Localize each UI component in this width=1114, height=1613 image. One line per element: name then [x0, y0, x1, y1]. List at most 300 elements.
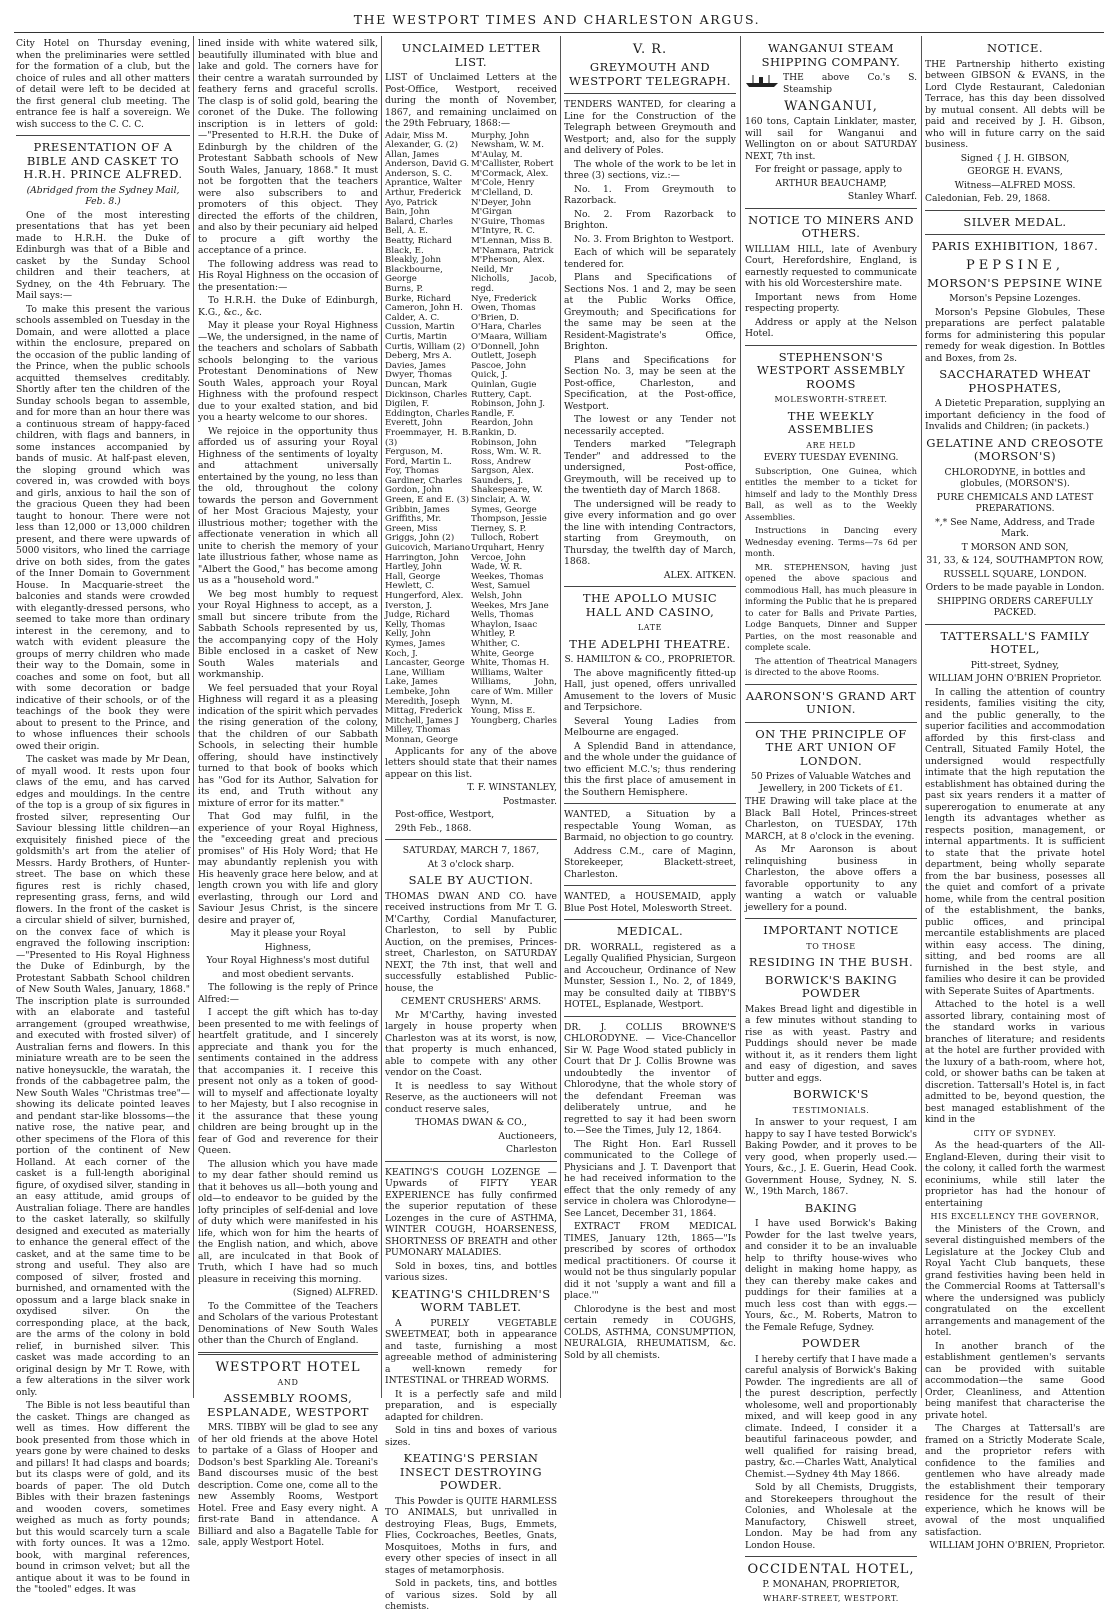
unclaimed-name: M'Callister, Robert	[471, 159, 554, 170]
unclaimed-name: Shakespeare, W.	[471, 485, 543, 496]
unclaimed-name: Allan, James	[385, 149, 440, 160]
unclaimed-name: Gordon, John	[385, 485, 443, 496]
unclaimed-name: Curtis, Martin	[385, 331, 448, 342]
unclaimed-name: Tulloch, Robert	[471, 533, 539, 544]
unclaimed-name: Deberg, Mrs A.	[385, 351, 452, 362]
column-divider	[740, 36, 741, 1398]
testimonial: I hereby certify that I have made a careful analysis of Borwick's Baking Powder. The ingredients are all of the purest description, perfectly wholesome, well and proportionably mixed, and will keep good in any climate. Indeed, I consider it a beautiful farinaceous powder, and well qualified for raising bread, pastry, &c.—Charles Watt, Analytical Chemist.—Sydney 4th May 1866.	[745, 1353, 917, 1480]
residing-title: RESIDING IN THE BUSH.	[748, 955, 914, 969]
article-paragraph: The following address was read to His Royal Highness on the occasion of the presentation:—	[198, 258, 378, 293]
unclaimed-name: Sinclair, A. W.	[471, 495, 531, 506]
keating-sold: Sold in boxes, tins, and bottles various sizes.	[385, 1260, 557, 1283]
principle-title: ON THE PRINCIPLE OF THE ART UNION OF LONDON.	[755, 726, 907, 768]
article-paragraph: That God may fulfil, in the experience of your Royal Highness, the "exceeding great and precious promises" of His Holy Word; that He may abundantly replenish you with His heavenly grace here below, and at length crown you with life and glory everlasting, through our Lord and Saviour Jesus Christ, is the sincere desire and prayer of,	[198, 811, 378, 926]
unclaimed-name: M'Pherson, Alex.	[471, 255, 545, 266]
unclaimed-name: Gardiner, Charles	[385, 475, 463, 486]
unclaimed-name: Cussion, Martin	[385, 322, 455, 333]
unclaimed-name: Saunders, J.	[471, 475, 524, 486]
unclaimed-name: Green, E and E. (3)	[385, 495, 469, 506]
reply-paragraph: I accept the gift which has to-day been presented to me with feelings of heartfelt gratitude, and I sincerely appreciate and thank you for the sentiments contained in the address that accompanies it. I receive this present not only as a token of good-will to myself and affectionate loyalty to her Majesty, but I also recognise in it the assurance that these young children are being brought up in the fear of God and reverence for their Queen.	[198, 1007, 378, 1156]
unclaimed-name: Young, Miss E.	[471, 706, 536, 717]
unclaimed-name: Weekes, Thomas	[471, 571, 544, 582]
unclaimed-name: Mitchell, James J	[385, 715, 459, 726]
collis-ad: DR. J. COLLIS BROWNE'S CHLORODYNE. — Vice-Chancellor Sir W. Page Wood stated publicly in Court that Dr J. Collis Browne was undoubtedly the inventor of Chlorodyne, that the whole story of the defendant Freeman was deliberately untrue, and he regretted to say it had been sworn to.—See the Times, July 12, 1864.	[564, 1021, 736, 1136]
vr-heading: V. R.	[632, 42, 668, 57]
borwicks-heading: BORWICK'S	[793, 1087, 869, 1101]
unclaimed-name: Alexander, G. (2)	[385, 140, 458, 151]
pepsine-title: PEPSINE,	[965, 257, 1065, 273]
unclaimed-name: Murphy, John	[471, 130, 530, 141]
westport-and: AND	[277, 1377, 299, 1387]
unclaimed-name: Griggs, John (2)	[385, 533, 455, 544]
unclaimed-name: Curtis, William (2)	[385, 341, 466, 352]
tenders-body: Plans and Specifications of Sections Nos. 1 and 2, may be seen at the Public Works Office, Greymouth; and Specifications for the same may be seen at the Resident-Magistrate's Office, Brighton.	[564, 272, 736, 352]
signed-gibson: Signed { J. H. GIBSON,	[960, 152, 1070, 164]
unclaimed-name: Kymes, James	[385, 638, 446, 649]
news-line: Important news from Home respecting property.	[745, 291, 917, 314]
saccharated-title: SACCHARATED WHEAT PHOSPHATES,	[939, 367, 1091, 395]
keating-cough-ad: KEATING'S COUGH LOZENGE —Upwards of FIFTY YEAR EXPERIENCE has fully confirmed the superior reputation of these Lozenges in the cure of ASTHMA, WINTER COUGH, HOARSENESS, SHORTNESS OF BREATH and other PUMONARY MALADIES.	[385, 1166, 557, 1258]
unclaimed-name: M'Intyre, R. C.	[471, 226, 535, 237]
worm-tablet-title: KEATING'S CHILDREN'S WORM TABLET.	[391, 1286, 551, 1314]
silver-medal: SILVER MEDAL.	[963, 214, 1067, 229]
unclaimed-name: Ross, Andrew	[471, 456, 531, 467]
unclaimed-name: Blackbourne, George	[385, 264, 443, 285]
unclaimed-name: Quinlan, Gugie	[471, 379, 537, 390]
instructions: Instructions in Dancing every Wednesday evening. Terms—7s 6d per month.	[745, 525, 917, 558]
divider	[745, 1556, 917, 1557]
unclaimed-name: Rankin, D.	[471, 427, 517, 438]
stephenson-title: STEPHENSON'S WESTPORT ASSEMBLY ROOMS	[756, 349, 906, 391]
divider	[564, 1016, 736, 1017]
firm-title: Auctioneers,	[498, 1130, 557, 1142]
postmaster-name: T. F. WINSTANLEY,	[467, 782, 557, 793]
steamship-icon	[745, 74, 779, 88]
are-held: ARE HELD	[806, 440, 856, 450]
aaronson-body: As Mr Aaronson is about relinquishing business in Charleston, the above offers a favorable opportunity to any wanting a watch or valuable jewellery for a pound.	[745, 844, 917, 913]
tattersall-body: Attached to the hotel is a well assorted library, containing most of the standard works in various branches of literature; and residents at the hotel are further provided with the luxury of a bath-room, where hot, cold, or shower baths can be taken at discretion. Tattersall's Hotel is, in fact admitted to be, beyond question, the best managed establishment of the kind in the	[925, 999, 1105, 1125]
to-those: TO THOSE	[806, 941, 856, 951]
apollo-proprietor: S. HAMILTON & CO., PROPRIETOR.	[564, 654, 736, 665]
masthead-rule	[14, 32, 1104, 33]
article-paragraph: We beg most humbly to request your Royal Highness to accept, as a small but sincere tribute from the Sabbath Schools represented by us, the accompanying copy of the Holy Bible enclosed in a casket of New South Wales materials and workmanship.	[198, 588, 378, 680]
divider	[385, 1161, 557, 1162]
governor: HIS EXCELLENCY THE GOVERNOR,	[930, 1212, 1100, 1221]
chlorodyne: CHLORODYNE, in bottles and globules, (MORSON'S).	[944, 466, 1086, 489]
unclaimed-name: Griffiths, Mr.	[385, 514, 442, 525]
unclaimed-name: O'Brien, D.	[471, 312, 519, 323]
unclaimed-name: O'Donnell, John	[471, 341, 540, 352]
column-divider	[921, 36, 922, 1398]
notice-title: NOTICE.	[986, 41, 1044, 55]
unclaimed-name: Black, E.	[385, 245, 424, 256]
column-divider	[193, 36, 194, 1398]
unclaimed-name: Digilen, F.	[385, 399, 430, 410]
unclaimed-name: Green, Miss	[385, 523, 438, 534]
occidental-title: OCCIDENTAL HOTEL,	[747, 1562, 915, 1577]
agent-name: ARTHUR BEAUCHAMP,	[775, 177, 887, 189]
unclaimed-name: Kelly, John	[385, 629, 431, 640]
wanted-barmaid: WANTED, a Situation by a respectable Young Woman, as Barmaid, no objection to go country.	[564, 809, 736, 843]
globules: Morson's Pepsine Globules, These preparations are perfect palatable forms for administering this popular remedy for weak digestion. In Bottles and Boxes, from 2s.	[925, 306, 1105, 364]
unclaimed-name: Outlett, Joseph	[471, 351, 537, 362]
unclaimed-name: Whaylon, Isaac	[471, 619, 538, 630]
unclaimed-name: Quick, J.	[471, 370, 508, 381]
unclaimed-name: Froemmayer, H. B. (3)	[385, 427, 471, 448]
unclaimed-name: Dickinson, Charles	[385, 389, 468, 400]
medical-title: MEDICAL.	[616, 924, 684, 938]
notice-body: THE Partnership hitherto existing between GIBSON & EVANS, in the Lord Clyde Restaurant, Caledonian Terrace, has this day been dissolved by mutual consent. All debts will be paid and received by J. H. Gibson, who will in future carry on the said business.	[925, 58, 1105, 150]
post-office-line: Post-office, Westport,	[395, 809, 495, 820]
divider	[745, 345, 917, 346]
unclaimed-name: Wade, W. R.	[471, 562, 523, 573]
auction-body: It is needless to say Without Reserve, as the auctioneers will not conduct reserve sales,	[385, 1080, 557, 1115]
city-sydney: CITY OF SYDNEY.	[973, 1128, 1057, 1138]
unclaimed-name: M'Clelland, D.	[471, 188, 534, 199]
unclaimed-name: Foy, Thomas	[385, 466, 439, 477]
names-right-column	[471, 132, 557, 746]
wanganui-title: WANGANUI STEAM SHIPPING COMPANY.	[761, 41, 901, 69]
unclaimed-name: Kelly, Thomas	[385, 619, 446, 630]
steamship-text: THE above Co.'s S. Steamship	[783, 72, 917, 95]
closing-line: and most obedient servants.	[222, 968, 354, 980]
unclaimed-name: White, Thomas H.	[471, 658, 550, 669]
unclaimed-name: Hungerford, Alex.	[385, 591, 464, 601]
names-list	[385, 132, 557, 746]
article-paragraph: The Bible is not less beautiful than the casket. Things are changed as well as times. How different the book presented from those which in years gone by were chained to desks and pillars! It had clasps and boards; but its clasps were of gold, and its boards of paper. The old Dutch Bibles with their brazen fastenings and wooden covers, sometimes weighed as much as forty pounds; but this would scarcely turn a scale with forty ounces. It was a 12mo. book, with marginal references, bound in crimson velvet; but all the antique about it was to be found in the "tooled" edges. It was	[16, 1400, 190, 1595]
unclaimed-name: Tierney, S. P.	[471, 523, 527, 534]
column-4	[564, 38, 736, 1398]
signed-evans: GEORGE H. EVANS,	[967, 166, 1063, 177]
sale-title: SALE BY AUCTION.	[408, 873, 534, 887]
notice-date: Caledonian, Feb. 29, 1868.	[925, 193, 1051, 204]
unclaimed-letters-title: UNCLAIMED LETTER LIST.	[401, 41, 541, 69]
unclaimed-name: Arthur, Frederick	[385, 188, 462, 199]
masthead: THE WESTPORT TIMES AND CHARLESTON ARGUS.	[353, 12, 761, 27]
russell-square: RUSSELL SQUARE, LONDON.	[943, 568, 1087, 580]
closing-line: May it please your Royal	[230, 928, 346, 939]
unclaimed-name: Whither, C.	[471, 638, 520, 649]
unclaimed-name: Judge, Richard	[385, 610, 450, 621]
column-divider	[560, 36, 561, 1398]
auction-body: THOMAS DWAN AND CO. have received instructions from Mr T. G. M'Carthy, Cordial Manufacturer, Charleston, to sell by Public Auction, on the premises, Princes-street, Charleston, on SATURDAY NEXT, the 7th inst, that well and successfully established Public-house, the	[385, 890, 557, 994]
unclaimed-name: O'Maara, William	[471, 331, 548, 342]
apollo-body: A Splendid Band in attendance, and the whole under the guidance of two efficient M.C.'s; thus rendering this the first place of amusement in the Southern Hemisphere.	[564, 740, 736, 798]
unclaimed-name: Iverston, J.	[385, 600, 432, 611]
drawing: THE Drawing will take place at the Black Ball Hotel, Princes-street Charleston, on TUESDAY, 17th MARCH, at 8 o'clock in the evening.	[745, 796, 917, 842]
names-left-column	[385, 132, 471, 746]
tattersall-body: In another branch of the establishment gentlemen's servants can be provided with suitable accommodation—the same Good Order, Cleanliness, and Attention being manifest that characterise the private hotel.	[925, 1340, 1105, 1421]
wanted-address: Address C.M., care of Maginn, Storekeeper, Blackett-street, Charleston.	[564, 845, 736, 880]
every-tuesday: EVERY TUESDAY EVENING.	[763, 452, 899, 463]
column-6	[925, 38, 1105, 1551]
apollo-body: Several Young Ladies from Melbourne are engaged.	[564, 715, 736, 738]
unclaimed-name: Sargson, Alex.	[471, 466, 534, 477]
unclaimed-name: Ford, Martin L.	[385, 456, 452, 467]
unclaimed-name: Ferguson, M.	[385, 447, 443, 458]
unclaimed-name: Vercoe, John	[471, 552, 526, 563]
sale-date: SATURDAY, MARCH 7, 1867,	[402, 845, 540, 856]
unclaimed-name: Cameron, John H.	[385, 303, 463, 314]
witness: Witness—ALFRED MOSS.	[954, 179, 1076, 191]
unclaimed-name: M'Aulay, M.	[471, 149, 523, 160]
unclaimed-name: Duncan, Mark	[385, 379, 448, 390]
tattersall-body: The Charges at Tattersall's are framed on a Strictly Moderate Scale, and the proprietor refers with confidence to the families and gentlemen who have already made the establishment their temporary residence for the result of their experience, which he knows will be avowal of the most unqualified satisfaction.	[925, 1423, 1105, 1538]
unclaimed-name: Youngberg, Charles	[471, 715, 557, 726]
stephenson-body: MR. STEPHENSON, having just opened the above spacious and commodious Hall, has much pleasure in informing the Public that he is prepared to cater for Balls and Private Parties, Lodge Banquets, Dinner and Supper Parties, on the most reasonable and complete scale.	[745, 561, 917, 652]
subscription: Subscription, One Guinea, which entitles the member to a ticket for himself and lady to the Monthly Dress Ball, as well as to the Weekly Assemblies.	[745, 465, 917, 522]
tattersall-signature: WILLIAM JOHN O'BRIEN, Proprietor.	[929, 1540, 1105, 1551]
monahan: P. MONAHAN, PROPRIETOR,	[762, 1579, 900, 1590]
unclaimed-name: Lane, William	[385, 667, 445, 678]
post-date: 29th Feb., 1868.	[395, 822, 472, 834]
unclaimed-name: Adair, Miss M.	[385, 130, 448, 141]
unclaimed-name: Hall, George	[385, 571, 441, 582]
worrall-ad: DR. WORRALL, registered as a Legally Qualified Physician, Surgeon and Accoucheur, Ordinance of New Munster, Session I., No. 2, of 1849, may be consulted daily at TIBBY'S HOTEL, Esplanade, Westport.	[564, 941, 736, 1010]
unclaimed-name: Whitley, P.	[471, 629, 516, 640]
unclaimed-name: M'Girgan	[471, 207, 513, 218]
article-paragraph: We rejoice in the opportunity thus afforded us of assuring your Royal Highness of the sentiments of loyalty and attachment universally entertained by the young, no less than the old, throughout the colony towards the person and Government of her Most Gracious Majesty, your illustrious mother; together with the affectionate veneration in which all unite to cherish the memory of your late illustrious father, whose name as "Albert the Good," has become among us as a "household word."	[198, 425, 378, 586]
article-paragraph: One of the most interesting presentations that has yet been made to H.R.H. the Duke of Edinburgh was that of a Bible and casket by the Sunday School children and their teachers, at Sydney, on the 4th February. The Mail says:—	[16, 209, 190, 301]
tenders-signature: ALEX. AITKEN.	[663, 569, 736, 581]
unclaimed-name: Harrington, John	[385, 552, 459, 563]
powder-heading: POWDER	[801, 1336, 861, 1350]
auction-body: Mr M'Carthy, having invested largely in house property when Charleston was at its worst, is now, that property is much enhanced, able to compete with any other vendor on the Coast.	[385, 1009, 557, 1078]
hill-body: WILLIAM HILL, late of Avenbury Court, Herefordshire, England, is earnestly requested to communicate with his old Worcestershire mate.	[745, 243, 917, 289]
proprietor-line: WILLIAM JOHN O'BRIEN Proprietor.	[928, 673, 1102, 684]
unclaimed-name: Welsh, John	[471, 591, 523, 601]
unclaimed-name: Burke, Richard	[385, 293, 452, 304]
unclaimed-name: Milley, Thomas	[385, 725, 451, 736]
divider	[745, 208, 917, 209]
address-line: Address or apply at the Nelson Hotel.	[745, 316, 917, 339]
column-divider	[381, 36, 382, 1398]
testimonials: TESTIMONIALS.	[792, 1105, 870, 1115]
unclaimed-name: Koch, J.	[385, 648, 418, 659]
unclaimed-name: Lembeke, John	[385, 686, 450, 697]
westport-hotel-subtitle: ASSEMBLY ROOMS, ESPLANADE, WESTPORT	[207, 1391, 369, 1419]
tattersall-body: As the head-quarters of the All-England-Eleven, during their visit to the colony, it called forth the warmest econiniums, while still later the proprietor has had the honour of entertaining	[925, 1140, 1105, 1209]
orders: Orders to be made payable in London.	[925, 582, 1105, 593]
divider	[564, 586, 736, 587]
article-paragraph: To make this present the various schools assembled on Tuesday in the Domain, and were allotted a place within the enclosure, prepared on the occasion of the public landing of the Prince, when the public schools acquitted themselves creditably. Shortly after ten the children of the Sunday schools began to assemble, and for more than an hour there was a continuous stream of happy-faced children, with flags and banners, in some instances accompanied by bands of music. At half-past eleven, the sloping ground which was covered in, was crowded with boys and girls, anxious to hail the son of the gracious Queen they had been taught to honour. There were not less than 12,000 or 13,000 children present, and there were upwards of 5000 visitors, who lined the carriage drive on both sides, from the gates of the Inner Domain to Government House. In Macquarie-street the balconies and stands were crowded with elegantly-dressed persons, who seemed to take more than ordinary interest in the ceremony, and to watch with evident pleasure the groups of merry children who made their way to the Domain, some in coaches and some on foot, but all with some decoration or badge indicative of their schools, or of the teachings of the book they were about to present to the Prince, and to whose influences their schools owed their origin.	[16, 303, 190, 752]
insect-sold: Sold in packets, tins, and bottles of various sizes. Sold by all chemists.	[385, 1578, 557, 1612]
borwick-title: BORWICK'S BAKING POWDER	[764, 972, 898, 1000]
unclaimed-name: Williams, John, care of Wm. Miller	[471, 677, 557, 697]
testimonial: I have used Borwick's Baking Powder for the last twelve years, and consider it to be an invaluable help to thrifty house-wives who delight in making home happy, as they can thereby make cakes and puddings for their families at a much less cost than with eggs.—Yours, &c., M. Roberts, Matron to the Female Refuge, Sydney.	[745, 1218, 917, 1333]
tenders-body: Plans and Specifications for Section No. 3, may be seen at the Post-office, Charleston, and Specification, at the Post-office, Westport.	[564, 354, 736, 412]
unclaimed-name: Balard, Charles	[385, 216, 453, 227]
unclaimed-name: Gribbin, James	[385, 504, 450, 515]
lozenges: Morson's Pepsine Lozenges.	[949, 293, 1081, 304]
tenders-body: Tenders marked "Telegraph Tender" and addressed to the undersigned, Post-office, Greymouth, will be received up to the twentieth day of March 1868.	[564, 439, 736, 496]
tattersall-title: TATTERSALL'S FAMILY HOTEL,	[940, 628, 1090, 656]
tenders-body: The undersigned will be ready to give every information and go over the line with intending Contractors, starting from Greymouth, on Thursday, the twelfth day of March, 1868.	[564, 498, 736, 567]
closing-line: Highness,	[264, 941, 312, 953]
unclaimed-name: Ross, Wm. W. R.	[471, 447, 542, 458]
unclaimed-name: Lake, James	[385, 677, 438, 688]
unclaimed-name: Mittag, Frederick	[385, 706, 463, 717]
weekly-title: THE WEEKLY ASSEMBLIES	[787, 408, 875, 436]
unclaimed-name: Weekes, Mrs Jane	[471, 600, 549, 611]
wharf-street: WHARF-STREET, WESTPORT.	[763, 1593, 899, 1603]
divider	[925, 210, 1105, 211]
unclaimed-name: Calder, A. C.	[385, 312, 440, 323]
address-heading: To H.R.H. the Duke of Edinburgh, K.G., &c., &c.	[198, 295, 378, 318]
unclaimed-name: Newsham, W. M.	[471, 140, 544, 151]
morson-wine: MORSON'S PEPSINE WINE	[927, 275, 1103, 290]
unclaimed-name: M'Cole, Henry	[471, 178, 535, 189]
unclaimed-name: N'Deyer, John	[471, 197, 532, 208]
unclaimed-name: Thompson, Jessie	[471, 514, 547, 525]
unclaimed-name: Williams, Walter	[471, 667, 543, 678]
baking-heading: BAKING	[804, 1200, 858, 1215]
article-paragraph: The casket was made by Mr Dean, of myall wood. It rests upon four claws of the emu, and has carved edges and mouldings. In the centre of the top is a group of six figures in frosted silver, representing Our Saviour blessing little children—an exquisitely finished piece of the goldsmith's art from the atelier of Messrs. Hardy Brothers, of Hunter-street. The base on which these figures rest is richly chased, representing grass, ferns, and wild flowers. In the front of the casket is a circular shield of silver, burnished, on the convex face of which is engraved the following inscription:—"Presented to His Royal Highness the Duke of Edinburgh, by the Protestant Sabbath School children of New South Wales, January, 1868." The inscription plate is surrounded with an elaborate and tasteful arrangement (grouped wreathwise, and executed with frosted silver) of Australian ferns and flowers. In this miniature wreath are to be seen the native honeysuckle, the waratah, the fronds of the cabbagetree palm, the New South Wales "Christmas tree"—showing its delicate pointed leaves and pendant star-like blossoms—the native rose, the native pear, and other specimens of the Flora of this portion of the continent of New Holland. At each corner of the casket is a full-length aboriginal figure, of oxydised silver, standing in an easy attitude, amid groups of Australian foliage. There are handles to the casket laterally, so skilfully designed and executed as materially to enhance the general effect of the casket, and at the same time to be strong and useful. They also are composed of silver, frosted and burnished, and ornamented with the opossum and a large black snake in oxydised silver. On the corresponding place, at the back, are the arms of the colony in bold relief, in burnished silver. This casket was made according to an original design by Mr T. Rowe, with a few alterations in the silver work only.	[16, 754, 190, 1398]
unclaimed-name: Pascoe, John	[471, 360, 527, 371]
section-item: No. 3. From Brighton to Westport.	[574, 233, 734, 245]
divider	[198, 1352, 378, 1355]
ship-name: WANGANUI,	[784, 99, 878, 114]
unclaimed-name: Bain, John	[385, 207, 430, 218]
pitt-street: Pitt-street, Sydney,	[970, 659, 1060, 671]
see-name: *,* See Name, Address, and Trade Mark.	[935, 516, 1095, 539]
apollo-late: LATE	[637, 623, 663, 632]
unclaimed-name: Symes, George	[471, 504, 537, 515]
wanted-housemaid: WANTED, a HOUSEMAID, apply Blue Post Hotel, Molesworth Street.	[564, 891, 736, 914]
divider	[745, 722, 917, 723]
unclaimed-name: Burns, P.	[385, 284, 424, 294]
unclaimed-name: Meredith, Joseph	[385, 696, 460, 707]
unclaimed-name: Reardon, John	[471, 418, 534, 429]
signed-line: (Signed) ALFRED.	[292, 1287, 378, 1298]
testimonial: In answer to your request, I am happy to say I have tested Borwick's Baking Powder, and it proves to be very good, when properly used.—Yours, &c., J. E. Guerin, Head Cook. Government House, Sydney, N. S. W., 19th March, 1867.	[745, 1117, 917, 1197]
closing-line: Your Royal Highness's most dutiful	[206, 955, 370, 966]
unclaimed-name: Lancaster, George	[385, 658, 465, 669]
article-paragraph: May it please your Royal Highness—We, the undersigned, in the name of the teachers and scholars of Sabbath schools belonging to the various Protestant Denominations of New South Wales, approach your Royal Highness with the profound respect due to your exalted station, and bid you a hearty welcome to our shores.	[198, 320, 378, 423]
sale-time: At 3 o'clock sharp.	[427, 858, 515, 870]
unclaimed-name: Eddington, Charles	[385, 408, 470, 419]
unclaimed-name: M'Lennan, Miss B.	[471, 236, 553, 247]
ship-body: 160 tons, Captain Linklater, master, will sail for Wanganui and Wellington on or about SATURDAY NEXT, 7th inst.	[745, 116, 917, 162]
article-paragraph: We feel persuaded that your Royal Highness will regard it as a pleasing indication of the spirit which pervades the rising generation of the colony, that the children of our Sabbath Schools, in selecting their humble offering, should have instinctively turned to that book of books which has "God for its Author, Salvation for its end, and Truth without any mixture of error for its matter."	[198, 682, 378, 809]
unclaimed-name: Davies, James	[385, 360, 446, 371]
divider	[745, 918, 917, 919]
theatrical: The attention of Theatrical Managers is directed to the above Rooms.	[745, 655, 917, 677]
divider	[564, 93, 736, 94]
unclaimed-name: Aprantice, Walter	[385, 178, 462, 189]
unclaimed-name: Nye, Frederick	[471, 293, 537, 304]
tenders-body: The lowest or any Tender not necessarily accepted.	[564, 414, 736, 437]
unclaimed-name: Robinson, John	[471, 437, 537, 448]
column-3	[385, 38, 557, 1612]
divider	[16, 135, 190, 136]
steamship-line	[745, 72, 917, 95]
unclaimed-name: Ruttery, Capt.	[471, 389, 532, 400]
westport-hotel-title: WESTPORT HOTEL	[215, 1359, 361, 1375]
reply-paragraph: The allusion which you have made to my dear father should remind us that it behoves us all—both young and old—to endeavor to be guided by the lofty principles of self-denial and love of duty which were manifested in his life, which won for him the hearts of the English nation, and which, above all, are inculcated in that Book of Truth, which I have had so much pleasure in receiving this morning.	[198, 1158, 378, 1285]
unclaimed-name: Guicovich, Mariano	[385, 543, 471, 554]
aaronson-title: AARONSON'S GRAND ART UNION.	[745, 688, 917, 716]
insect-powder-title: KEATING'S PERSIAN INSECT DESTROYING POWDER.	[399, 1451, 543, 1492]
apollo-title: THE APOLLO MUSIC HALL AND CASINO,	[582, 591, 718, 619]
unclaimed-name: Bell, A. E.	[385, 226, 429, 237]
freight-line: For freight or passage, apply to	[755, 164, 903, 175]
divider	[385, 839, 557, 840]
divider	[564, 919, 736, 920]
unclaimed-name: Hewlett, C.	[385, 581, 435, 592]
unclaimed-name: M'Cormack, Alex.	[471, 168, 549, 179]
firm-place: Charleston	[505, 1144, 557, 1155]
tenders-body: The whole of the work to be let in three (3) sections, viz.:—	[564, 158, 736, 181]
westport-hotel-body: MRS. TIBBY will be glad to see any of her old friends at the above Hotel to partake of a Glass of Hooper and Dodson's best Sparkling Ale. Toreani's Band discourses music of the best description. Come one, come all to the new Assembly Rooms, Westport Hotel. Free and Easy every night. A first-rate Band in attendance. A Billiard and also a Bagatelle Table for sale, apply Westport Hotel.	[198, 1422, 378, 1548]
unclaimed-name: Ayo, Patrick	[385, 197, 438, 208]
sold-line: Sold by all Chemists, Druggists, and Storekeepers throughout the Colonies, and Wholesale at the Manufactory, Chiswell street, London. May be had from any London House.	[745, 1482, 917, 1551]
section-item: No. 1. From Greymouth to Razorback.	[564, 183, 736, 206]
worm-body: A PURELY VEGETABLE SWEETMEAT, both in appearance and taste, furnishing a most agreeable method of administering a well-known remedy for INTESTINAL or THREAD WORMS.	[385, 1317, 557, 1386]
collis-body: EXTRACT FROM MEDICAL TIMES, January 12th, 1865—"Is prescribed by scores of orthodox medical practitioners. Of course it would not be thus singularly popular did it not 'supply a want and fill a place.'"	[564, 1221, 736, 1301]
stephenson-street: MOLESWORTH-STREET.	[774, 395, 888, 404]
club-paragraph: City Hotel on Thursday evening, when the preliminaries were settled for the formation of a club, but the choice of rules and all other matters of detail were left to be decided at the first general club meeting. The entrance fee is half a sovereign. We wish success to the C. C. C.	[16, 38, 190, 130]
tattersall-body: In calling the attention of country residents, families visiting the city, and the public generally, to the superior facilities and accommodation afforded by this first-class and Centrall, Situated Family Hotel, the undersigned would respectfully intimate that the high reputation the establishment has obtained during the past six years renders it a matter of supererogation to enumerate at any length its advantages whether as respects position, management, or internal appartments. It is sufficient to state that the private hotel department, being wholly separate from the bar business, posesses all the quiet and comfort of a private home, while from the central position of the establishment, the banks, public offices, and principal mercantile establishments are placed within easy access. The dining, sitting, and bed rooms are all furnished in the best style, and families who desire it can be provided with Seperate Suites of Apartments.	[925, 686, 1105, 997]
morson-son: T MORSON AND SON,	[961, 541, 1069, 553]
morson-address: 31, 33, & 124, SOUTHAMPTON ROW,	[926, 555, 1104, 566]
tattersall-body: the Ministers of the Crown, and several distinguished members of the Legislature at the Jockey Club and Royal Yacht Club banquets, these grand festivities having been held in the Commercial Rooms at Tattersall's where the undersigned was publicly congratulated on the excellent arrangements and management of the hotel.	[925, 1223, 1105, 1338]
unclaimed-name: Neild, Mr	[471, 264, 513, 275]
unclaimed-name: Wynn, M.	[471, 696, 513, 707]
article-source: (Abridged from the Sydney Mail, Feb. 8.)	[26, 184, 180, 207]
borwick-body: Makes Bread light and digestible in a few minutes without standing to rise as with yeast. Pastry and Puddings should never be made without it, as it renders them light and easy of digestion, and saves butter and eggs.	[745, 1003, 917, 1084]
unclaimed-intro: LIST of Unclaimed Letters at the Post-Office, Westport, received during the month of November, 1867, and remaining unclaimed on the 29th February, 1868:—	[385, 72, 557, 129]
unclaimed-name: O'Hara, Charles	[471, 322, 542, 333]
divider	[564, 885, 736, 886]
column-5	[745, 38, 917, 1603]
unclaimed-name: Owen, Thomas	[471, 303, 536, 314]
gelatine-title: GELATINE AND CREOSOTE (MORSON'S)	[926, 435, 1104, 463]
unclaimed-name: Robinson, John J.	[471, 399, 545, 410]
applicants-note: Applicants for any of the above letters should state that their names appear on this list.	[385, 745, 557, 780]
unclaimed-name: Bleakly, John	[385, 255, 442, 266]
paris-exhibition: PARIS EXHIBITION, 1867.	[931, 239, 1099, 253]
unclaimed-name: Anderson, S. C.	[385, 168, 453, 179]
unclaimed-name: Anderson, David G.	[385, 159, 470, 170]
unclaimed-name: Dwyer, Thomas	[385, 370, 452, 381]
divider	[564, 803, 736, 804]
shipping-orders: SHIPPING ORDERS CAREFULLY PACKED.	[937, 595, 1093, 618]
unclaimed-name: Wells, Thomas	[471, 610, 534, 621]
important-notice: IMPORTANT NOTICE	[763, 923, 899, 937]
tenders-body: TENDERS WANTED, for clearing a Line for the Construction of the Telegraph between Greymouth and Westport; and, also for the supply and delivery of Poles.	[564, 99, 736, 156]
unclaimed-name: West, Samuel	[471, 581, 531, 592]
firm-name: THOMAS DWAN & CO.,	[415, 1117, 527, 1128]
unclaimed-name: Randle, F.	[471, 408, 515, 419]
postmaster-title: Postmaster.	[502, 795, 557, 807]
collis-body: Chlorodyne is the best and most certain remedy in COUGHS, COLDS, ASTHMA, CONSUMPTION, NEURALGIA, RHEUMATISM, &c. Sold by all chemists.	[564, 1303, 736, 1361]
bible-article-title: PRESENTATION OF A BIBLE AND CASKET TO H.R.H. PRINCE ALFRED.	[23, 140, 183, 181]
tenders-body: Each of which will be separately tendered for.	[564, 247, 736, 270]
apollo-body: The above magnificently fitted-up Hall, just opened, offers unrivalled Amusement to the lovers of Music and Terpsichore.	[564, 667, 736, 713]
worm-body: It is a perfectly safe and mild preparation, and is especially adapted for children.	[385, 1388, 557, 1423]
unclaimed-name: Urquhart, Henry	[471, 543, 545, 554]
unclaimed-name: N'Guire, Thomas	[471, 216, 545, 227]
unclaimed-name: M'Namara, Patrick	[471, 245, 554, 256]
agent-place: Stanley Wharf.	[847, 191, 917, 202]
unclaimed-name: Beatty, Richard	[385, 236, 452, 247]
telegraph-title: GREYMOUTH AND WESTPORT TELEGRAPH.	[569, 60, 731, 88]
unclaimed-name: White, George	[471, 648, 534, 659]
unclaimed-name: Monnan, George	[385, 734, 458, 745]
prizes: 50 Prizes of Valuable Watches and Jewellery, in 200 Tickets of £1.	[751, 771, 911, 794]
adelphi-title: THE ADELPHI THEATRE.	[569, 636, 731, 651]
